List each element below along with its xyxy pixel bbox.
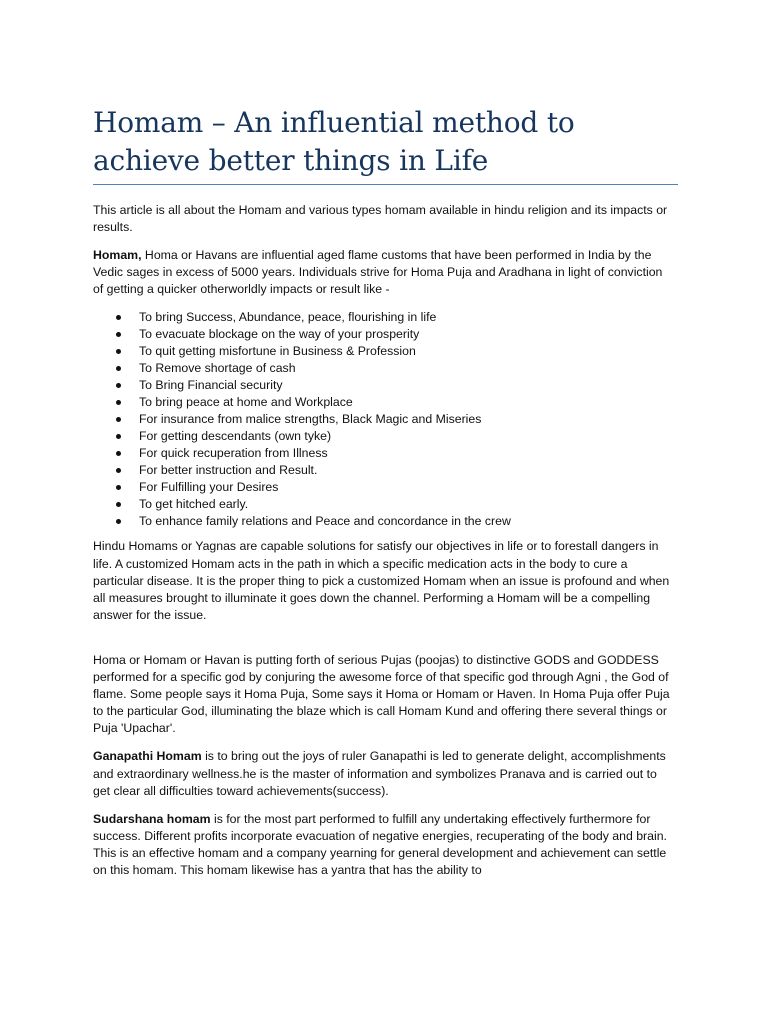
benefit-text: For better instruction and Result. [139, 463, 318, 478]
benefit-item [116, 411, 676, 428]
benefit-item [116, 360, 676, 377]
benefit-item [116, 394, 676, 411]
benefit-text: To enhance family relations and Peace and concordance in the crew [139, 514, 511, 529]
benefit-item [116, 462, 676, 479]
benefit-item [116, 343, 676, 360]
bullet-icon [116, 315, 121, 320]
benefit-item [116, 513, 676, 530]
homam-definition-text: Homa or Havans are influential aged flame customs that have been performed in India by the Vedic sages in excess of 5000 years. Individuals strive for Homa Puja and Aradhana in light of conviction of getting a quicker otherworldly impacts or result like - [93, 248, 663, 297]
homam-lead-term: Homam, [93, 248, 142, 263]
ganapathi-lead-term: Ganapathi Homam [93, 749, 202, 764]
homam-definition-paragraph [93, 247, 676, 298]
benefits-list [93, 309, 676, 530]
bullet-icon [116, 383, 121, 388]
benefit-text: To evacuate blockage on the way of your prosperity [139, 327, 420, 342]
bullet-icon [116, 451, 121, 456]
title-underline [93, 184, 678, 185]
benefit-text: For getting descendants (own tyke) [139, 429, 332, 444]
ganapathi-text: is to bring out the joys of ruler Ganapathi is led to generate delight, accomplishments and extraordinary wellness.he is the master of information and symbolizes Pranava and is carried out to get clear all difficulties toward achievements(success). [93, 749, 666, 798]
bullet-icon [116, 434, 121, 439]
homa-puja-paragraph: Homa or Homam or Havan is putting forth of serious Pujas (poojas) to distinctive GODS and GODDESS performed for a specific god by conjuring the awesome force of that specific god through Agni , the God of flame. Some people says it Homa Puja, Some says it Homa or Homam or Haven. In Homa Puja offer Puja to the particular God, illuminating the blaze which is call Homam Kund and offering there several things or Puja 'Upachar'. [93, 652, 670, 736]
intro-paragraph: This article is all about the Homam and various types homam available in hindu religion and its impacts or results. [93, 203, 668, 235]
benefit-item [116, 309, 676, 326]
bullet-icon [116, 485, 121, 490]
yagna-solutions-paragraph: Hindu Homams or Yagnas are capable solutions for satisfy our objectives in life or to forestall dangers in life. A customized Homam acts in the path in which a specific medication acts in the body to cure a particular disease. It is the proper thing to pick a customized Homam when an issue is profound and when all measures brought to illuminate it goes down the channel. Performing a Homam will be a compelling answer for the issue. [93, 539, 670, 622]
benefit-text: For insurance from malice strengths, Black Magic and Miseries [139, 412, 482, 427]
sudarshana-lead-term: Sudarshana homam [93, 811, 211, 826]
benefit-text: To quit getting misfortune in Business & Profession [139, 344, 416, 359]
benefit-text: For Fulfilling your Desires [139, 480, 279, 495]
benefit-item [116, 377, 676, 394]
benefit-item [116, 428, 676, 445]
sudarshana-text: is for the most part performed to fulfill any undertaking effectively furthermore for success. Different profits incorporate evacuation of negative energies, recuperating of the body and brain. This is an effective homam and a company yearning for general development and achievement can settle on this homam. This homam likewise has a yantra that has the ability to [93, 811, 667, 877]
benefit-text: To bring peace at home and Workplace [139, 395, 353, 410]
ganapathi-homam-paragraph [93, 748, 676, 799]
benefit-item [116, 479, 676, 496]
benefit-text: For quick recuperation from Illness [139, 446, 328, 461]
bullet-icon [116, 417, 121, 422]
bullet-icon [116, 468, 121, 473]
bullet-icon [116, 400, 121, 405]
benefit-item [116, 496, 676, 513]
document-title: Homam – An influential method to achieve better things in Life [93, 106, 575, 177]
benefit-item [116, 445, 676, 462]
benefit-text: To Remove shortage of cash [139, 361, 296, 376]
bullet-icon [116, 349, 121, 354]
bullet-icon [116, 502, 121, 507]
benefit-item [116, 326, 676, 343]
bullet-icon [116, 519, 121, 524]
bullet-icon [116, 366, 121, 371]
sudarshana-homam-paragraph [93, 811, 676, 879]
bullet-icon [116, 332, 121, 337]
document-body [93, 104, 676, 890]
benefit-text: To get hitched early. [139, 497, 249, 512]
benefit-text: To bring Success, Abundance, peace, flourishing in life [139, 310, 437, 325]
benefit-text: To Bring Financial security [139, 378, 283, 393]
